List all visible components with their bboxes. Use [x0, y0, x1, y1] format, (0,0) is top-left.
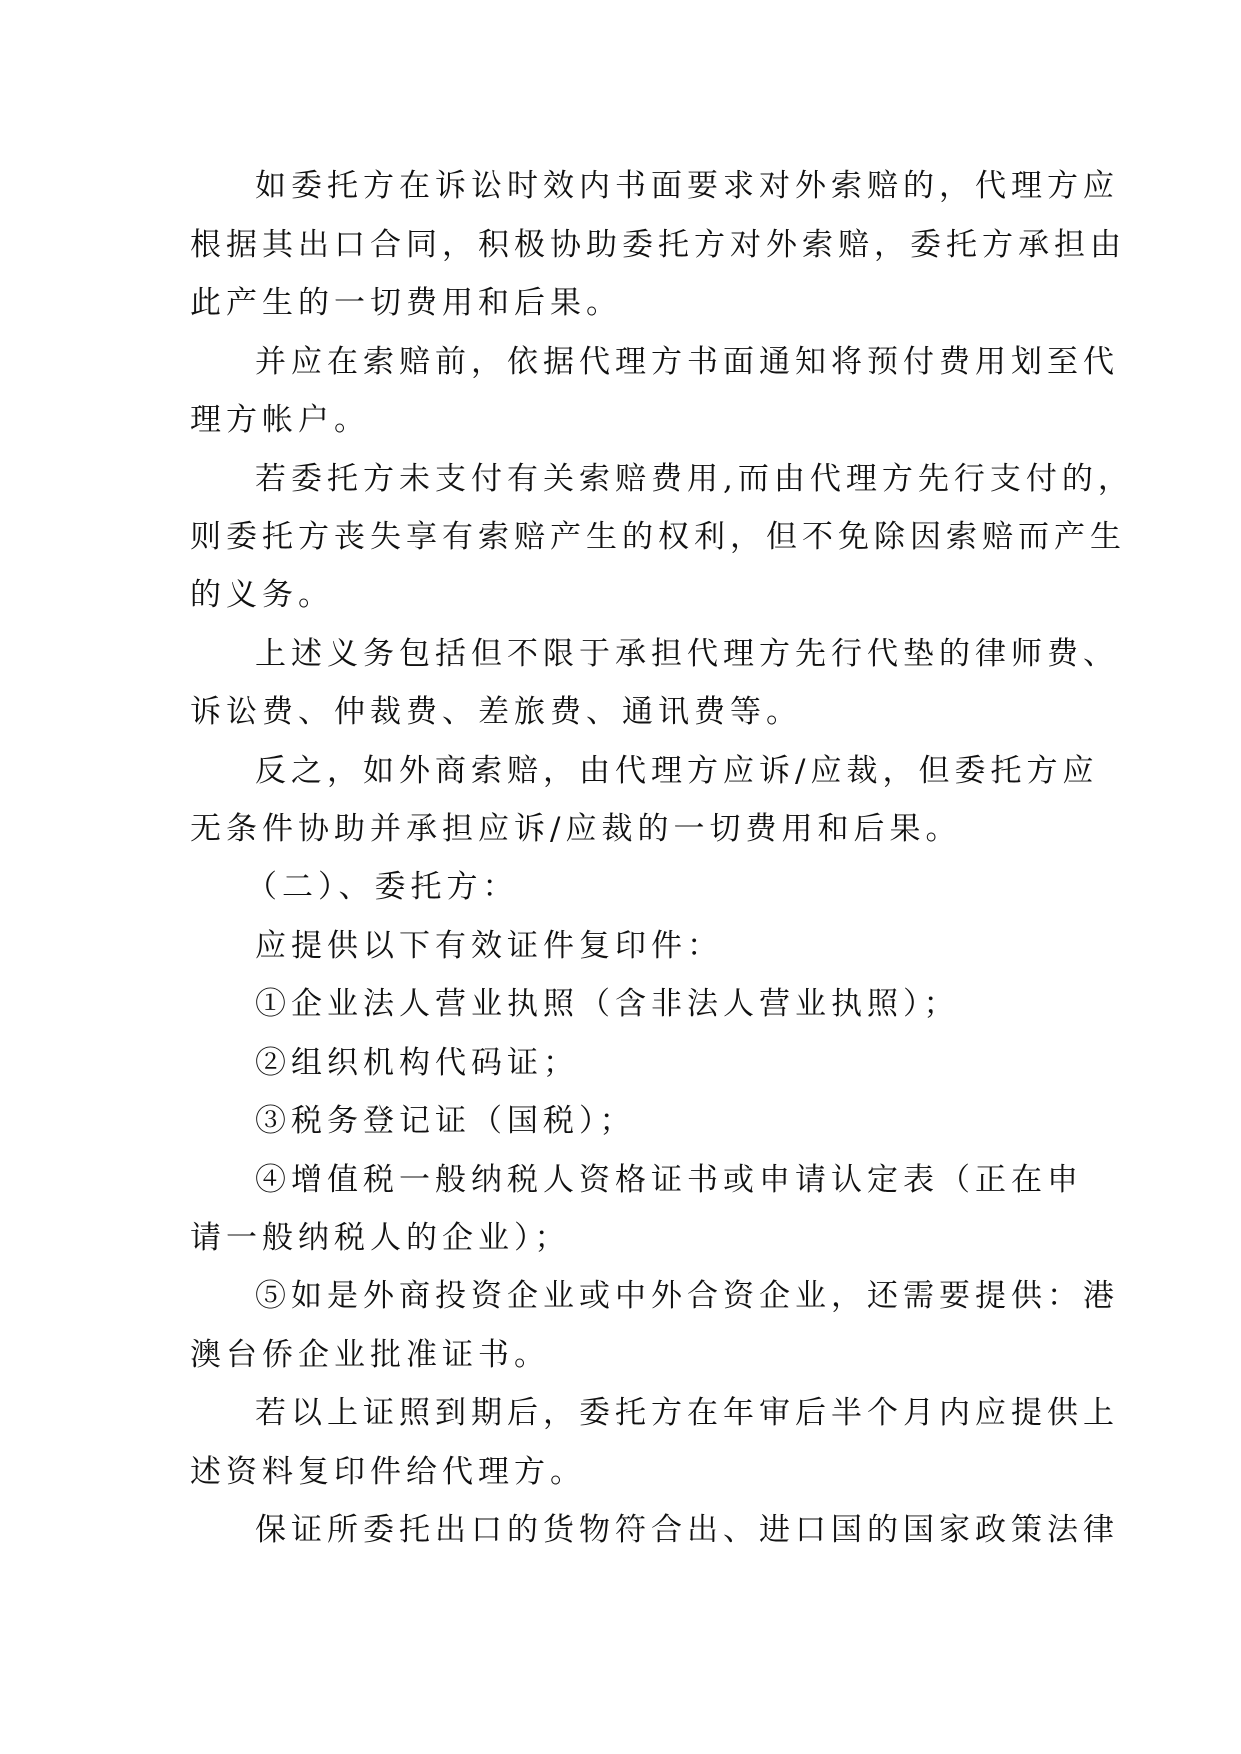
- list-item: ②组织机构代码证；: [255, 1045, 579, 1081]
- list-item: ④增值税一般纳税人资格证书或申请认定表（正在申: [255, 1162, 1083, 1198]
- paragraph-line: 述资料复印件给代理方。: [190, 1454, 586, 1490]
- paragraph-line: 此产生的一切费用和后果。: [190, 285, 622, 321]
- paragraph-line: 保证所委托出口的货物符合出、进口国的国家政策法律: [255, 1512, 1119, 1548]
- list-item: ⑤如是外商投资企业或中外合资企业，还需要提供：港: [255, 1278, 1119, 1314]
- paragraph-line: 则委托方丧失享有索赔产生的权利，但不免除因索赔而产生: [190, 519, 1126, 555]
- paragraph-line: 根据其出口合同，积极协助委托方对外索赔，委托方承担由: [190, 227, 1126, 263]
- list-item-continuation: 澳台侨企业批准证书。: [190, 1337, 550, 1373]
- paragraph-line: 反之，如外商索赔，由代理方应诉/应裁，但委托方应: [255, 753, 1099, 789]
- paragraph-line: 若委托方未支付有关索赔费用,而由代理方先行支付的，: [255, 461, 1134, 497]
- list-item-continuation: 请一般纳税人的企业）；: [190, 1220, 571, 1256]
- paragraph-line: 理方帐户。: [190, 402, 370, 438]
- paragraph-line: 应提供以下有效证件复印件：: [255, 928, 723, 964]
- section-heading: （二）、委托方：: [246, 869, 519, 905]
- paragraph-line: 如委托方在诉讼时效内书面要求对外索赔的，代理方应: [255, 168, 1119, 204]
- list-item: ③税务登记证（国税）；: [255, 1103, 636, 1139]
- list-item: ①企业法人营业执照（含非法人营业执照）；: [255, 986, 960, 1022]
- paragraph-line: 若以上证照到期后，委托方在年审后半个月内应提供上: [255, 1395, 1119, 1431]
- paragraph-line: 上述义务包括但不限于承担代理方先行代垫的律师费、: [255, 636, 1119, 672]
- paragraph-line: 的义务。: [190, 577, 334, 613]
- paragraph-line: 诉讼费、仲裁费、差旅费、通讯费等。: [190, 694, 802, 730]
- paragraph-line: 并应在索赔前，依据代理方书面通知将预付费用划至代: [255, 344, 1119, 380]
- paragraph-line: 无条件协助并承担应诉/应裁的一切费用和后果。: [190, 811, 962, 847]
